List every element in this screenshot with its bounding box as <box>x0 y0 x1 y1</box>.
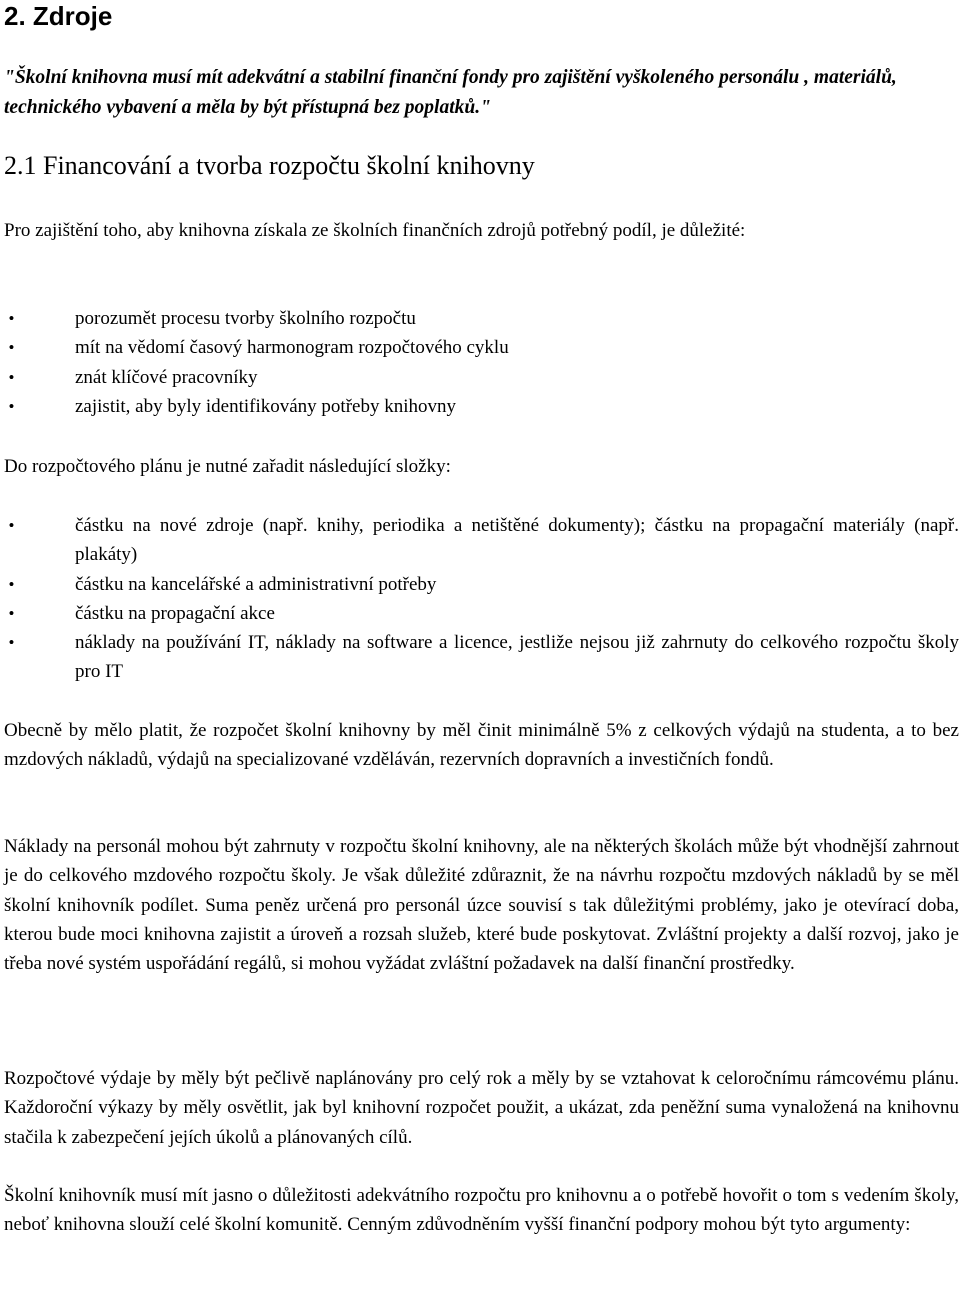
list-item <box>4 392 959 421</box>
budget-expenses-paragraph: Rozpočtové výdaje by měly být pečlivě naplánovány pro celý rok a měly by se vztahovat k celoročnímu rámcovému plánu. Každoroční výkazy by měly osvětlit, jak byl knihovní rozpočet použit, a ukázat, zda peněžní suma vynaložená na knihovnu stačila k zabezpečení jejích úkolů a plánovaných cílů. <box>4 1068 959 1148</box>
general-rule-paragraph: Obecně by mělo platit, že rozpočet školní knihovny by měl činit minimálně 5% z celkových výdajů na studenta, a to bez mzdových nákladů, výdajů na specializované vzděláván, rezervních dopravních a investičních fondů. <box>4 720 959 771</box>
general-rule-block <box>4 716 959 775</box>
list-item-text: částku na nové zdroje (např. knihy, periodika a netištěné dokumenty); částku na propagační materiály (např. plakáty) <box>75 515 959 566</box>
budget-intro-paragraph: Do rozpočtového plánu je nutné zařadit následující složky: <box>4 456 451 477</box>
quote-paragraph: "Školní knihovna musí mít adekvátní a stabilní finanční fondy pro zajištění vyškoleného personálu , materiálů, technického vybavení a měla by být přístupná bez poplatků." <box>4 67 897 118</box>
list-item <box>4 599 959 628</box>
list-item-text: znát klíčové pracovníky <box>75 366 258 388</box>
bullet-icon: • <box>8 603 15 623</box>
staff-costs-paragraph: Náklady na personál mohou být zahrnuty v rozpočtu školní knihovny, ale na některých školách může být vhodnější zahrnout je do celkového mzdového rozpočtu školy. Je však důležité zdůraznit, že na návrhu rozpočtu mzdových nákladů by se měl školní knihovník podílet. Suma peněz určená pro personál úzce souvisí s tak důležitými problémy, jako je otevírací doba, kterou bude moci knihovna zajistit a úroveň a rozsah služeb, které bude poskytovat. Zvláštní projekty a další rozvoj, jako je třeba nové systém uspořádání regálů, si mohou vyžádat zvláštní požadavek na další finanční prostředky. <box>4 836 959 975</box>
bullet-icon: • <box>8 367 15 387</box>
bullet-icon: • <box>8 338 15 358</box>
librarian-paragraph: Školní knihovník musí mít jasno o důležitosti adekvátního rozpočtu pro knihovnu a o potřebě hovořit o tom s vedením školy, neboť knihovna slouží celé školní komunitě. Cenným zdůvodněním vyšší finanční podpory mohou být tyto argumenty: <box>4 1185 959 1236</box>
intro-paragraph: Pro zajištění toho, aby knihovna získala ze školních finančních zdrojů potřebný podíl, je důležité: <box>4 220 746 241</box>
librarian-block <box>4 1181 959 1240</box>
staff-costs-block <box>4 832 959 978</box>
budget-expenses-block <box>4 1064 959 1152</box>
bullet-icon: • <box>8 516 15 535</box>
list-item-text: částku na propagační akce <box>75 602 275 624</box>
budget-items-list-block <box>4 511 959 687</box>
section-heading: 2. Zdroje <box>4 1 113 31</box>
list-item-text: mít na vědomí časový harmonogram rozpočtového cyklu <box>75 337 509 359</box>
bullet-icon: • <box>8 574 15 594</box>
list-item <box>4 363 959 392</box>
list-item <box>4 570 959 599</box>
list-item <box>4 628 959 687</box>
bullet-icon: • <box>8 396 15 416</box>
list-item-text: porozumět procesu tvorby školního rozpočtu <box>75 308 416 329</box>
bullet-icon: • <box>8 309 15 328</box>
list-item-text: částku na kancelářské a administrativní potřeby <box>75 573 437 595</box>
list-item <box>4 304 959 333</box>
list-item-text: náklady na používání IT, náklady na software a licence, jestliže nejsou již zahrnuty do celkového rozpočtu školy pro IT <box>75 632 959 683</box>
intro-block <box>4 216 959 245</box>
important-list <box>4 304 959 421</box>
subsection-heading: 2.1 Financování a tvorba rozpočtu školní knihovny <box>4 151 535 180</box>
budget-items-list <box>4 511 959 687</box>
list-item <box>4 333 959 362</box>
important-list-block <box>4 304 959 421</box>
list-item-text: zajistit, aby byly identifikovány potřeby knihovny <box>75 395 456 417</box>
list-item <box>4 511 959 570</box>
budget-intro-block <box>4 452 959 481</box>
bullet-icon: • <box>8 633 15 653</box>
